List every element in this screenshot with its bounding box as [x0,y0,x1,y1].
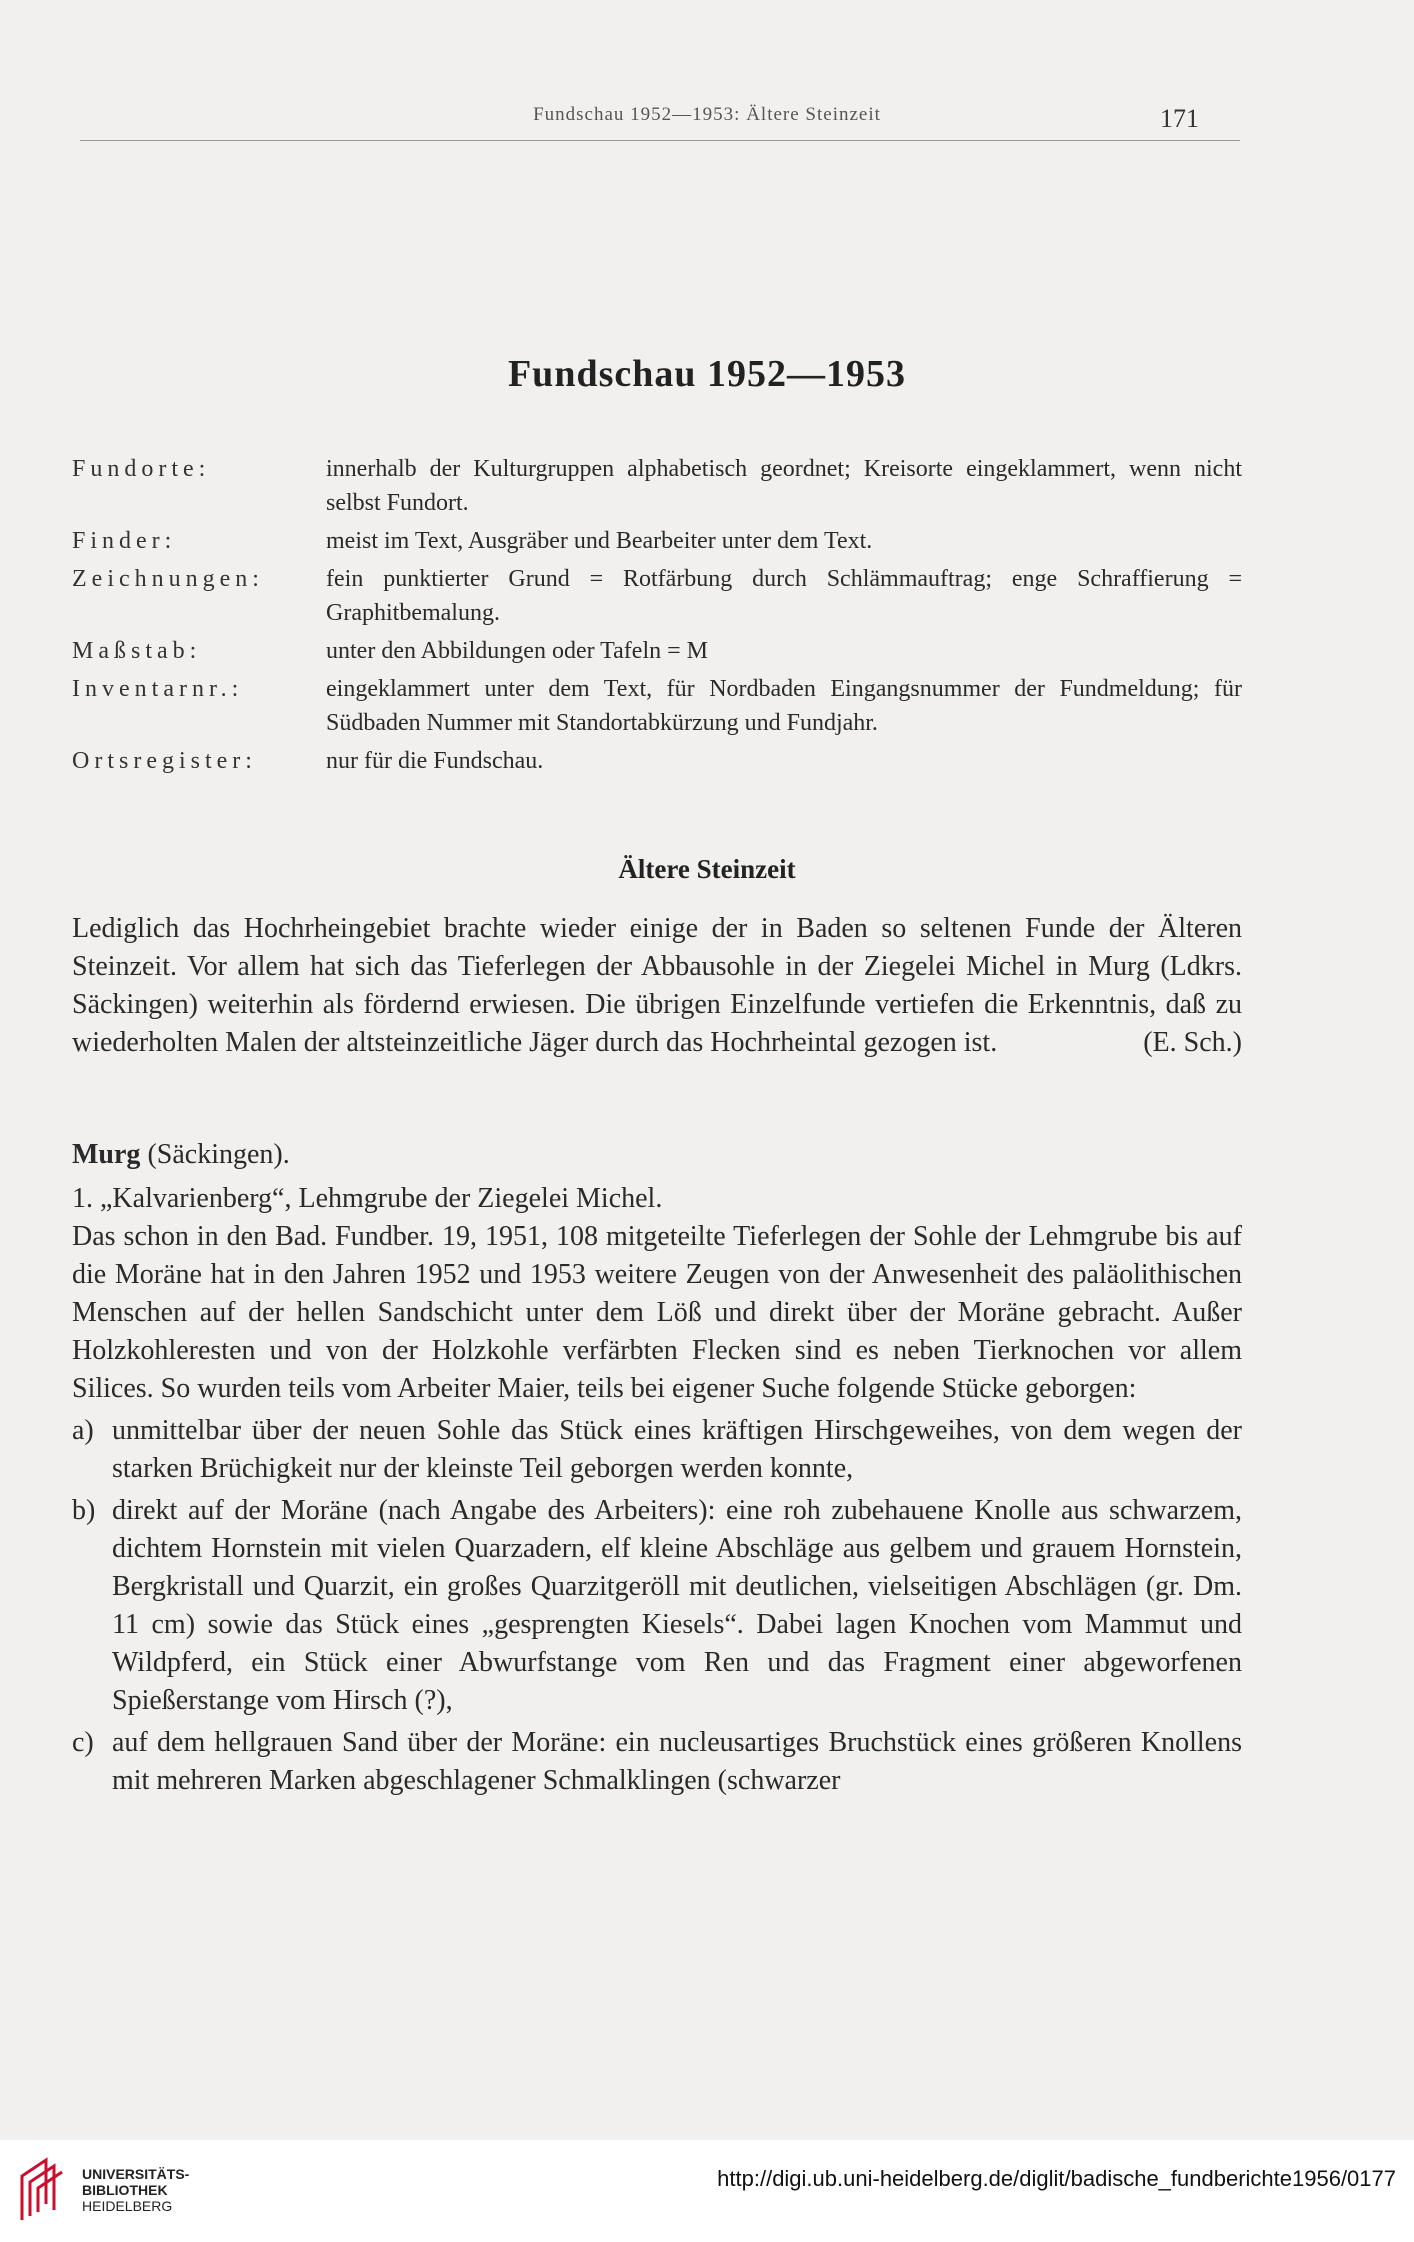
legend-row [72,634,1242,668]
legend-term: Finder: [72,528,177,554]
site-district: (Säckingen). [140,1139,290,1170]
legend-definition: unter den Abbildungen oder Tafeln = M [326,638,708,664]
find-item-text: direkt auf der Moräne (nach Angabe des Arbeiters): eine roh zubehauene Knolle aus schwarzem, dichtem Hornstein mit vielen Quarzadern, elf kleine Abschläge aus gelbem und grauem Hornstein, Bergkristall und Quarzit, ein großes Quarzitgeröll mit deutlichen, vielseitigen Abschlägen (gr. Dm. 11 cm) sowie das Stück eines „gesprengten Kiesels“. Dabei lagen Knochen vom Mammut und Wildpferd, ein Stück einer Abwurfstange vom Ren und das Fragment einer abgeworfenen Spießerstange vom Hirsch (?), [112,1495,1242,1716]
legend-term: Inventarnr.: [72,676,244,702]
entry-paragraph: Das schon in den Bad. Fundber. 19, 1951, 108 mitgeteilte Tieferlegen der Sohle der Lehmgrube bis auf die Moräne hat in den Jahren 1952 und 1953 weitere Zeugen von der Anwesenheit des paläolithischen Menschen auf der hellen Sandschicht unter dem Löß und direkt über der Moräne gebracht. Außer Holzkohleresten und von der Holzkohle verfärbten Flecken sind es neben Tierknochen vor allem Silices. So wurden teils vom Arbeiter Maier, teils bei eigener Suche folgende Stücke geborgen: [72,1221,1242,1404]
library-name-line: HEIDELBERG [82,2198,173,2214]
legend-row [72,562,1242,630]
entry-heading: 1. „Kalvarienberg“, Lehmgrube der Ziegelei Michel. [72,1183,663,1214]
legend-list [72,452,1242,782]
find-item [72,1724,1242,1800]
digitization-footer [0,2140,1414,2242]
legend-definition: innerhalb der Kulturgruppen alphabetisch geordnet; Kreisorte eingeklammert, wenn nicht selbst Fundort. [326,456,1242,516]
section-heading: Ältere Steinzeit [618,854,796,884]
legend-row [72,452,1242,520]
legend-row [72,672,1242,740]
find-item [72,1412,1242,1488]
find-item-label: b) [72,1495,96,1526]
find-item-label: c) [72,1727,94,1758]
legend-definition: fein punktierter Grund = Rotfärbung durch Schlämmauftrag; enge Schraffierung = Graphitbemalung. [326,566,1242,626]
running-head: Fundschau 1952—1953: Ältere Steinzeit [533,104,881,125]
legend-definition: meist im Text, Ausgräber und Bearbeiter unter dem Text. [326,528,873,554]
find-item-label: a) [72,1415,94,1446]
library-logo-icon [16,2154,70,2224]
legend-term: Ortsregister: [72,748,257,774]
intro-text: Lediglich das Hochrheingebiet brachte wieder einige der in Baden so seltenen Funde der Älteren Steinzeit. Vor allem hat sich das Tieferlegen der Abbausohle in der Ziegelei Michel in Murg (Ldkrs. Säckingen) weiterhin als fördernd erwiesen. Die übrigen Einzelfunde vertiefen die Erkenntnis, daß zu wiederholten Malen der altsteinzeitliche Jäger durch das Hochrheintal gezogen ist. [72,913,1242,1058]
legend-definition: nur für die Fundschau. [326,748,544,774]
find-item-text: auf dem hellgrauen Sand über der Moräne: ein nucleusartiges Bruchstück eines größeren Knollens mit mehreren Marken abgeschlagener Schmalklingen (schwarzer [112,1727,1242,1796]
legend-term: Maßstab: [72,638,202,664]
library-name-line: UNIVERSITÄTS- [82,2166,190,2182]
site-name: Murg [72,1139,141,1170]
legend-row [72,744,1242,778]
legend-row [72,524,1242,558]
legend-term: Fundorte: [72,456,211,482]
page-number: 171 [1160,104,1199,133]
header-rule [80,140,1240,141]
library-name [82,2166,189,2214]
find-item-text: unmittelbar über der neuen Sohle das Stück eines kräftigen Hirschgeweihes, von dem wegen der starken Brüchigkeit nur der kleinste Teil geborgen werden konnte, [112,1415,1242,1484]
library-name-line: BIBLIOTHEK [82,2182,168,2198]
intro-paragraph [72,910,1242,1062]
find-item [72,1492,1242,1720]
legend-term: Zeichnungen: [72,566,264,592]
page-title: Fundschau 1952—1953 [507,353,907,395]
site-heading [72,1136,1242,1174]
entry-body [72,1180,1242,1800]
source-url-link[interactable]: http://digi.ub.uni-heidelberg.de/diglit/badische_fundberichte1956/0177 [717,2166,1396,2191]
legend-definition: eingeklammert unter dem Text, für Nordbaden Eingangsnummer der Fundmeldung; für Südbaden Nummer mit Standortabkürzung und Fundjahr. [326,676,1242,736]
author-initials: (E. Sch.) [1143,1027,1242,1058]
